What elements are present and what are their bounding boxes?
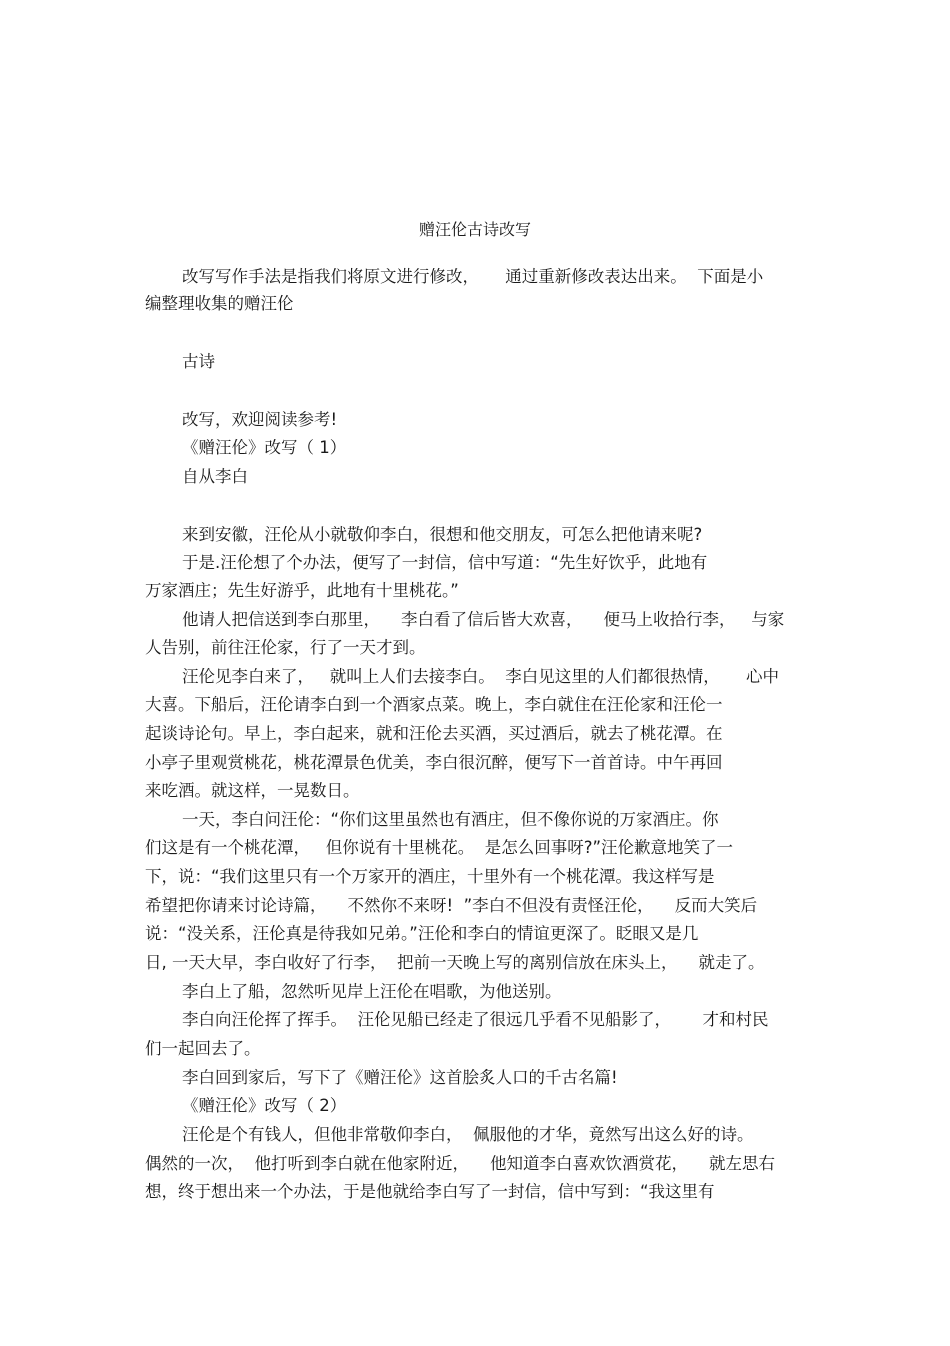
paragraph-line: 李白上了船，忽然听见岸上汪伦在唱歌，为他送别。 xyxy=(182,982,562,1001)
paragraph-line: 他请人把信送到李白那里， 李白看了信后皆大欢喜， 便马上收拾行李， 与家 xyxy=(182,610,785,629)
paragraph-line: 小亭子里观赏桃花，桃花潭景色优美，李白很沉醉，便写下一首首诗。中午再回 xyxy=(145,753,723,772)
paragraph-line: 大喜。下船后，汪伦请李白到一个酒家点菜。晚上，李白就住在汪伦家和汪伦一 xyxy=(145,695,723,714)
paragraph-line: 自从李白 xyxy=(182,467,248,486)
paragraph-line: 们这是有一个桃花潭， 但你说有十里桃花。 是怎么回事呀?”汪伦歉意地笑了一 xyxy=(145,838,734,857)
section-heading: 《赠汪伦》改写（ 1） xyxy=(182,438,347,457)
paragraph-line: 日, 一天大早，李白收好了行李， 把前一天晚上写的离别信放在床头上， 就走了。 xyxy=(145,953,765,972)
paragraph-line: 万家酒庄；先生好游乎，此地有十里桃花。” xyxy=(145,581,459,600)
paragraph-line: 说：“没关系，汪伦真是待我如兄弟。”汪伦和李白的情谊更深了。眨眼又是几 xyxy=(145,924,699,943)
paragraph-line: 改写写作手法是指我们将原文进行修改， 通过重新修改表达出来。 下面是小 xyxy=(182,267,764,286)
paragraph-line: 汪伦见李白来了， 就叫上人们去接李白。 李白见这里的人们都很热情， 心中 xyxy=(182,667,779,686)
document-title: 赠汪伦古诗改写 xyxy=(418,220,531,239)
paragraph-line: 来吃酒。就这样，一晃数日。 xyxy=(145,781,360,800)
paragraph-line: 人告别，前往汪伦家，行了一天才到。 xyxy=(145,638,426,657)
paragraph-line: 偶然的一次， 他打听到李白就在他家附近， 他知道李白喜欢饮酒赏花， 就左思右 xyxy=(145,1154,775,1173)
paragraph-line: 编整理收集的赠汪伦 xyxy=(145,294,294,313)
paragraph-line: 汪伦是个有钱人，但他非常敬仰李白， 佩服他的才华，竟然写出这么好的诗。 xyxy=(182,1125,754,1144)
section-heading: 《赠汪伦》改写（ 2） xyxy=(182,1096,347,1115)
paragraph-line: 起谈诗论句。早上，李白起来，就和汪伦去买酒，买过酒后，就去了桃花潭。在 xyxy=(145,724,723,743)
paragraph-line: 李白向汪伦挥了挥手。 汪伦见船已经走了很远几乎看不见船影了， 才和村民 xyxy=(182,1010,769,1029)
paragraph-line: 古诗 xyxy=(182,352,215,371)
paragraph-line: 下，说：“我们这里只有一个万家开的酒庄，十里外有一个桃花潭。我这样写是 xyxy=(145,867,715,886)
paragraph-line: 李白回到家后，写下了《赠汪伦》这首脍炙人口的千古名篇! xyxy=(182,1068,618,1087)
paragraph-line: 于是.汪伦想了个办法，便写了一封信，信中写道：“先生好饮乎，此地有 xyxy=(182,553,708,572)
paragraph-line: 想，终于想出来一个办法，于是他就给李白写了一封信，信中写到：“我这里有 xyxy=(145,1182,715,1201)
paragraph-line: 改写，欢迎阅读参考! xyxy=(182,410,338,429)
paragraph-line: 一天，李白问汪伦：“你们这里虽然也有酒庄，但不像你说的万家酒庄。你 xyxy=(182,810,719,829)
paragraph-line: 们一起回去了。 xyxy=(145,1039,261,1058)
paragraph-line: 来到安徽，汪伦从小就敬仰李白，很想和他交朋友，可怎么把他请来呢? xyxy=(182,525,703,544)
paragraph-line: 希望把你请来讨论诗篇， 不然你不来呀! ”李白不但没有责怪汪伦， 反而大笑后 xyxy=(145,896,758,915)
